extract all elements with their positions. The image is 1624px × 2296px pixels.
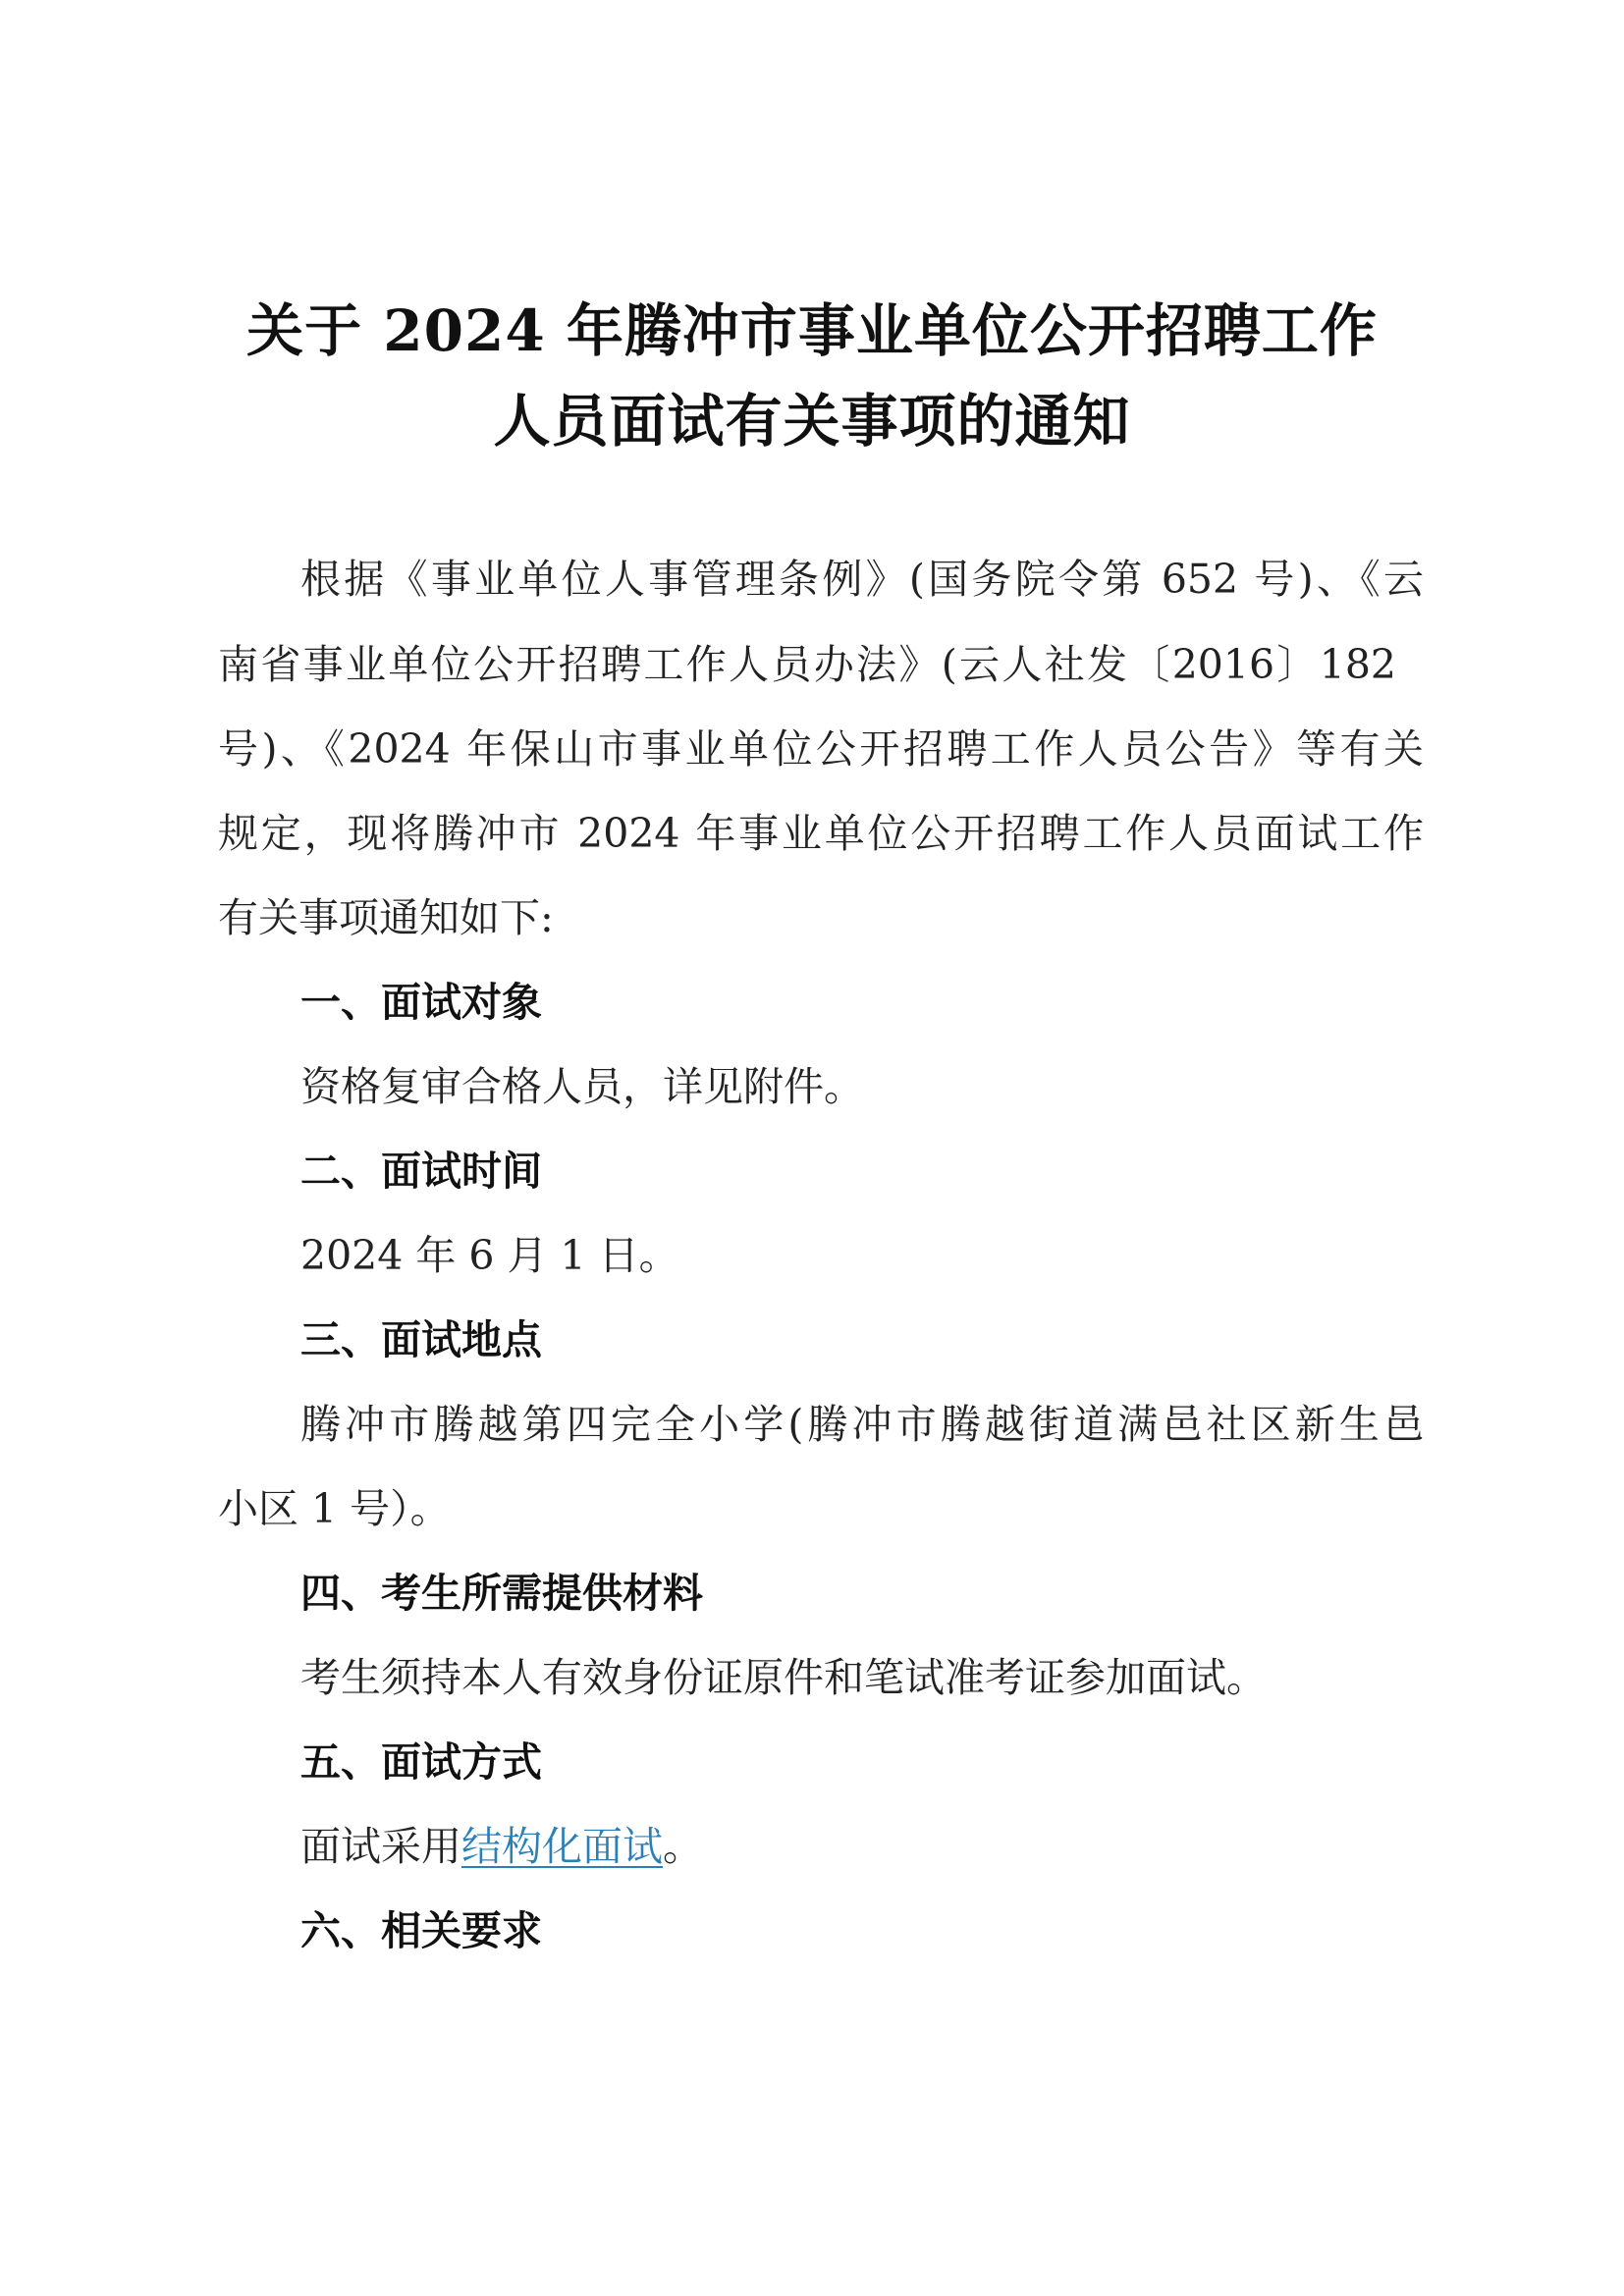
section-heading-interview-time: 二、面试时间 <box>300 1148 542 1195</box>
intro-paragraph-line-5: 有关事项通知如下: <box>218 894 554 941</box>
document-title-line-2: 人员面试有关事项的通知 <box>493 388 1131 454</box>
section-heading-required-materials: 四、考生所需提供材料 <box>300 1570 703 1617</box>
intro-paragraph-line-4: 规定，现将腾冲市 2024 年事业单位公开招聘工作人员面试工作 <box>218 810 1424 857</box>
section-heading-interview-method: 五、面试方式 <box>300 1738 542 1786</box>
intro-paragraph-line-1: 根据《事业单位人事管理条例》(国务院令第 652 号)、《云 <box>300 556 1424 603</box>
structured-interview-link[interactable]: 结构化面试 <box>461 1823 663 1870</box>
intro-paragraph-line-3: 号)、《2024 年保山市事业单位公开招聘工作人员公告》等有关 <box>218 725 1424 773</box>
section-text-interview-method <box>300 1823 703 1870</box>
section-text-required-materials: 考生须持本人有效身份证原件和笔试准考证参加面试。 <box>300 1654 1267 1701</box>
section-heading-interview-location: 三、面试地点 <box>300 1316 542 1363</box>
intro-paragraph-line-2: 南省事业单位公开招聘工作人员办法》(云人社发〔2016〕182 <box>218 641 1396 688</box>
section-heading-related-requirements: 六、相关要求 <box>300 1907 542 1954</box>
section-text-interview-candidates: 资格复审合格人员，详见附件。 <box>300 1063 864 1110</box>
document-title-line-1: 关于 2024 年腾冲市事业单位公开招聘工作 <box>246 297 1378 364</box>
section-text-interview-location-line-1: 腾冲市腾越第四完全小学(腾冲市腾越街道满邑社区新生邑 <box>300 1401 1424 1448</box>
section-heading-interview-candidates: 一、面试对象 <box>300 979 542 1026</box>
interview-method-prefix: 面试采用 <box>300 1823 461 1870</box>
section-text-interview-time: 2024 年 6 月 1 日。 <box>300 1232 679 1279</box>
interview-method-suffix: 。 <box>663 1823 703 1870</box>
section-text-interview-location-line-2: 小区 1 号）。 <box>218 1485 451 1532</box>
